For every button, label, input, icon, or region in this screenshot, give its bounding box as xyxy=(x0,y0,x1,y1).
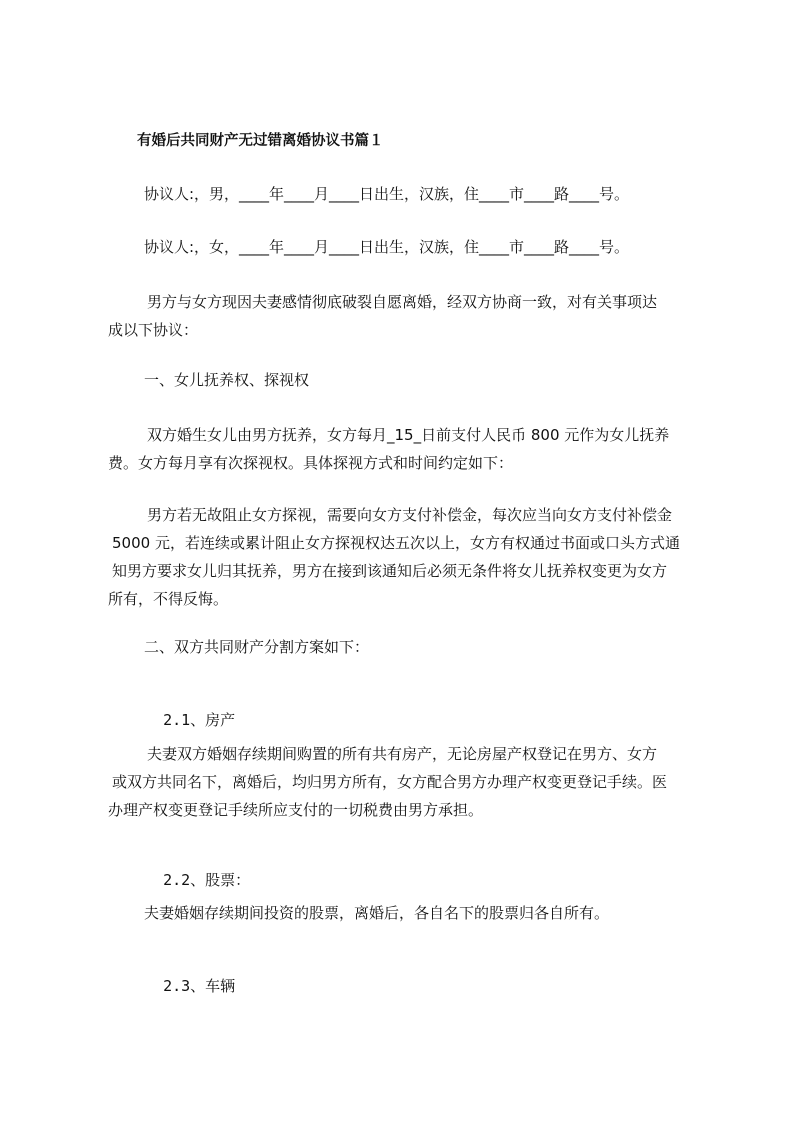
item-2-3-heading xyxy=(144,956,235,1016)
stocks-paragraph: 夫妻婚姻存续期间投资的股票，离婚后，各自名下的股票归各自所有。 xyxy=(144,904,610,922)
section-2-heading: 二、双方共同财产分割方案如下： xyxy=(144,638,370,656)
intro-line-1: 男方与女方现因夫妻感情彻底破裂自愿离婚，经双方协商一致，对有关事项达 xyxy=(147,293,658,311)
intro-line-2: 成以下协议： xyxy=(108,321,199,339)
visitation-line-1: 男方若无故阻止女方探视，需要向女方支付补偿金，每次应当向女方支付补偿金 xyxy=(147,506,673,524)
item-2-1-label: 2.1、房产 xyxy=(163,711,236,729)
property-line-2: 或双方共同名下，离婚后，均归男方所有，女方配合男方办理产权变更登记手续。医 xyxy=(112,773,668,791)
custody-paragraph xyxy=(108,421,713,477)
party-1-line: 协议人:，男，____年____月____日出生，汉族，住____市____路____号。 xyxy=(144,185,630,203)
custody-line-1: 双方婚生女儿由男方抚养，女方每月_15_日前支付人民币 800 元作为女儿抚养 xyxy=(147,426,670,444)
intro-paragraph xyxy=(108,288,713,344)
visitation-line-2: 5000 元，若连续或累计阻止女方探视权达五次以上，女方有权通过书面或口头方式通 xyxy=(112,534,680,552)
item-2-2-heading xyxy=(144,850,250,910)
section-1-heading: 一、女儿抚养权、探视权 xyxy=(144,371,310,389)
item-2-3-label: 2.3、车辆 xyxy=(163,977,236,995)
custody-line-2: 费。女方每月享有次探视权。具体探视方式和时间约定如下： xyxy=(108,454,514,472)
visitation-line-4: 所有，不得反悔。 xyxy=(108,590,229,608)
item-2-2-label: 2.2、股票： xyxy=(163,871,251,889)
visitation-paragraph xyxy=(108,501,713,613)
party-2-line: 协议人:，女，____年____月____日出生，汉族，住____市____路____号。 xyxy=(144,238,630,256)
property-line-3: 办理产权变更登记手续所应支付的一切税费由男方承担。 xyxy=(108,801,484,819)
document-title: 有婚后共同财产无过错离婚协议书篇１ xyxy=(137,133,384,149)
visitation-line-3: 知男方要求女儿归其抚养，男方在接到该通知后必须无条件将女儿抚养权变更为女方 xyxy=(112,562,668,580)
property-line-1: 夫妻双方婚姻存续期间购置的所有共有房产，无论房屋产权登记在男方、女方 xyxy=(147,745,658,763)
property-paragraph xyxy=(108,740,713,824)
